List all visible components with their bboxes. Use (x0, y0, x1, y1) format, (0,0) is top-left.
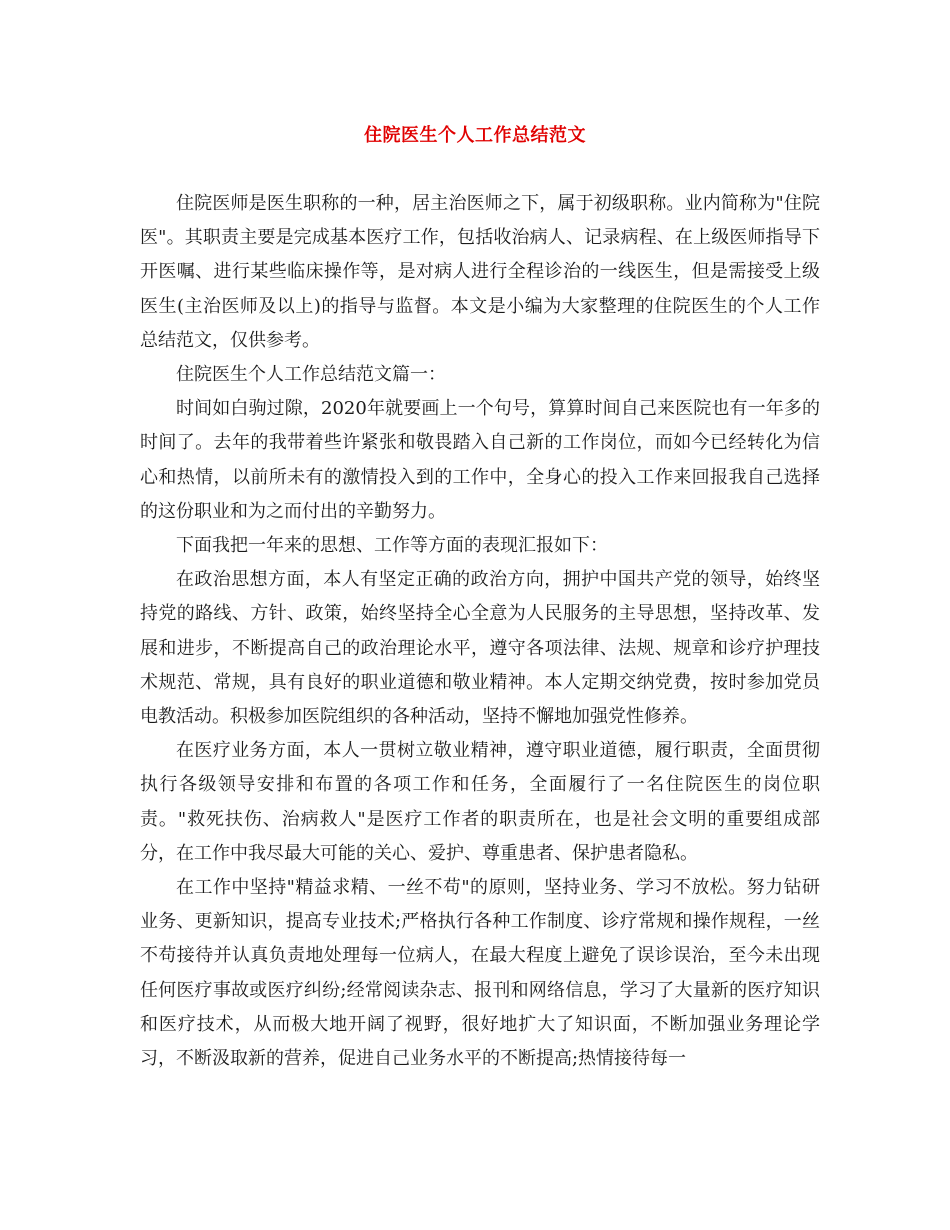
paragraph-medical: 在医疗业务方面，本人一贯树立敬业精神，遵守职业道德，履行职责，全面贯彻执行各级领导安排和布置的各项工作和任务，全面履行了一名住院医生的岗位职责。"救死扶伤、治病救人"是医疗工作者的职责所在，也是社会文明的重要组成部分，在工作中我尽最大可能的关心、爱护、尊重患者、保护患者隐私。 (140, 740, 820, 864)
document-body (140, 187, 820, 1076)
document-title: 住院医生个人工作总结范文 (364, 125, 586, 146)
paragraph-work-principle: 在工作中坚持"精益求精、一丝不苟"的原则，坚持业务、学习不放松。努力钻研业务、更新知识，提高专业技术;严格执行各种工作制度、诊疗常规和操作规程，一丝不苟接待并认真负责地处理每一位病人，在最大程度上避免了误诊误治，至今未出现任何医疗事故或医疗纠纷;经常阅读杂志、报刊和网络信息，学习了大量新的医疗知识和医疗技术，从而极大地开阔了视野，很好地扩大了知识面，不断加强业务理论学习，不断汲取新的营养，促进自己业务水平的不断提高;热情接待每一 (140, 877, 820, 1070)
paragraph-political: 在政治思想方面，本人有坚定正确的政治方向，拥护中国共产党的领导，始终坚持党的路线、方针、政策，始终坚持全心全意为人民服务的主导思想，坚持改革、发展和进步，不断提高自己的政治理论水平，遵守各项法律、法规、规章和诊疗护理技术规范、常规，具有良好的职业道德和敬业精神。本人定期交纳党费，按时参加党员电教活动。积极参加医院组织的各种活动，坚持不懈地加强党性修养。 (140, 569, 820, 728)
paragraph-intro: 住院医师是医生职称的一种，居主治医师之下，属于初级职称。业内简称为"住院医"。其职责主要是完成基本医疗工作，包括收治病人、记录病程、在上级医师指导下开医嘱、进行某些临床操作等，是对病人进行全程诊治的一线医生，但是需接受上级医生(主治医师及以上)的指导与监督。本文是小编为大家整理的住院医生的个人工作总结范文，仅供参考。 (140, 193, 820, 351)
paragraph-section-heading: 住院医生个人工作总结范文篇一： (176, 364, 446, 386)
paragraph-time: 时间如白驹过隙，2020年就要画上一个句号，算算时间自己来医院也有一年多的时间了。去年的我带着些许紧张和敬畏踏入自己新的工作岗位，而如今已经转化为信心和热情，以前所未有的激情投入到的工作中，全身心的投入工作来回报我自己选择的这份职业和为之而付出的辛勤努力。 (140, 398, 820, 522)
paragraph-report-intro: 下面我把一年来的思想、工作等方面的表现汇报如下： (176, 535, 608, 557)
